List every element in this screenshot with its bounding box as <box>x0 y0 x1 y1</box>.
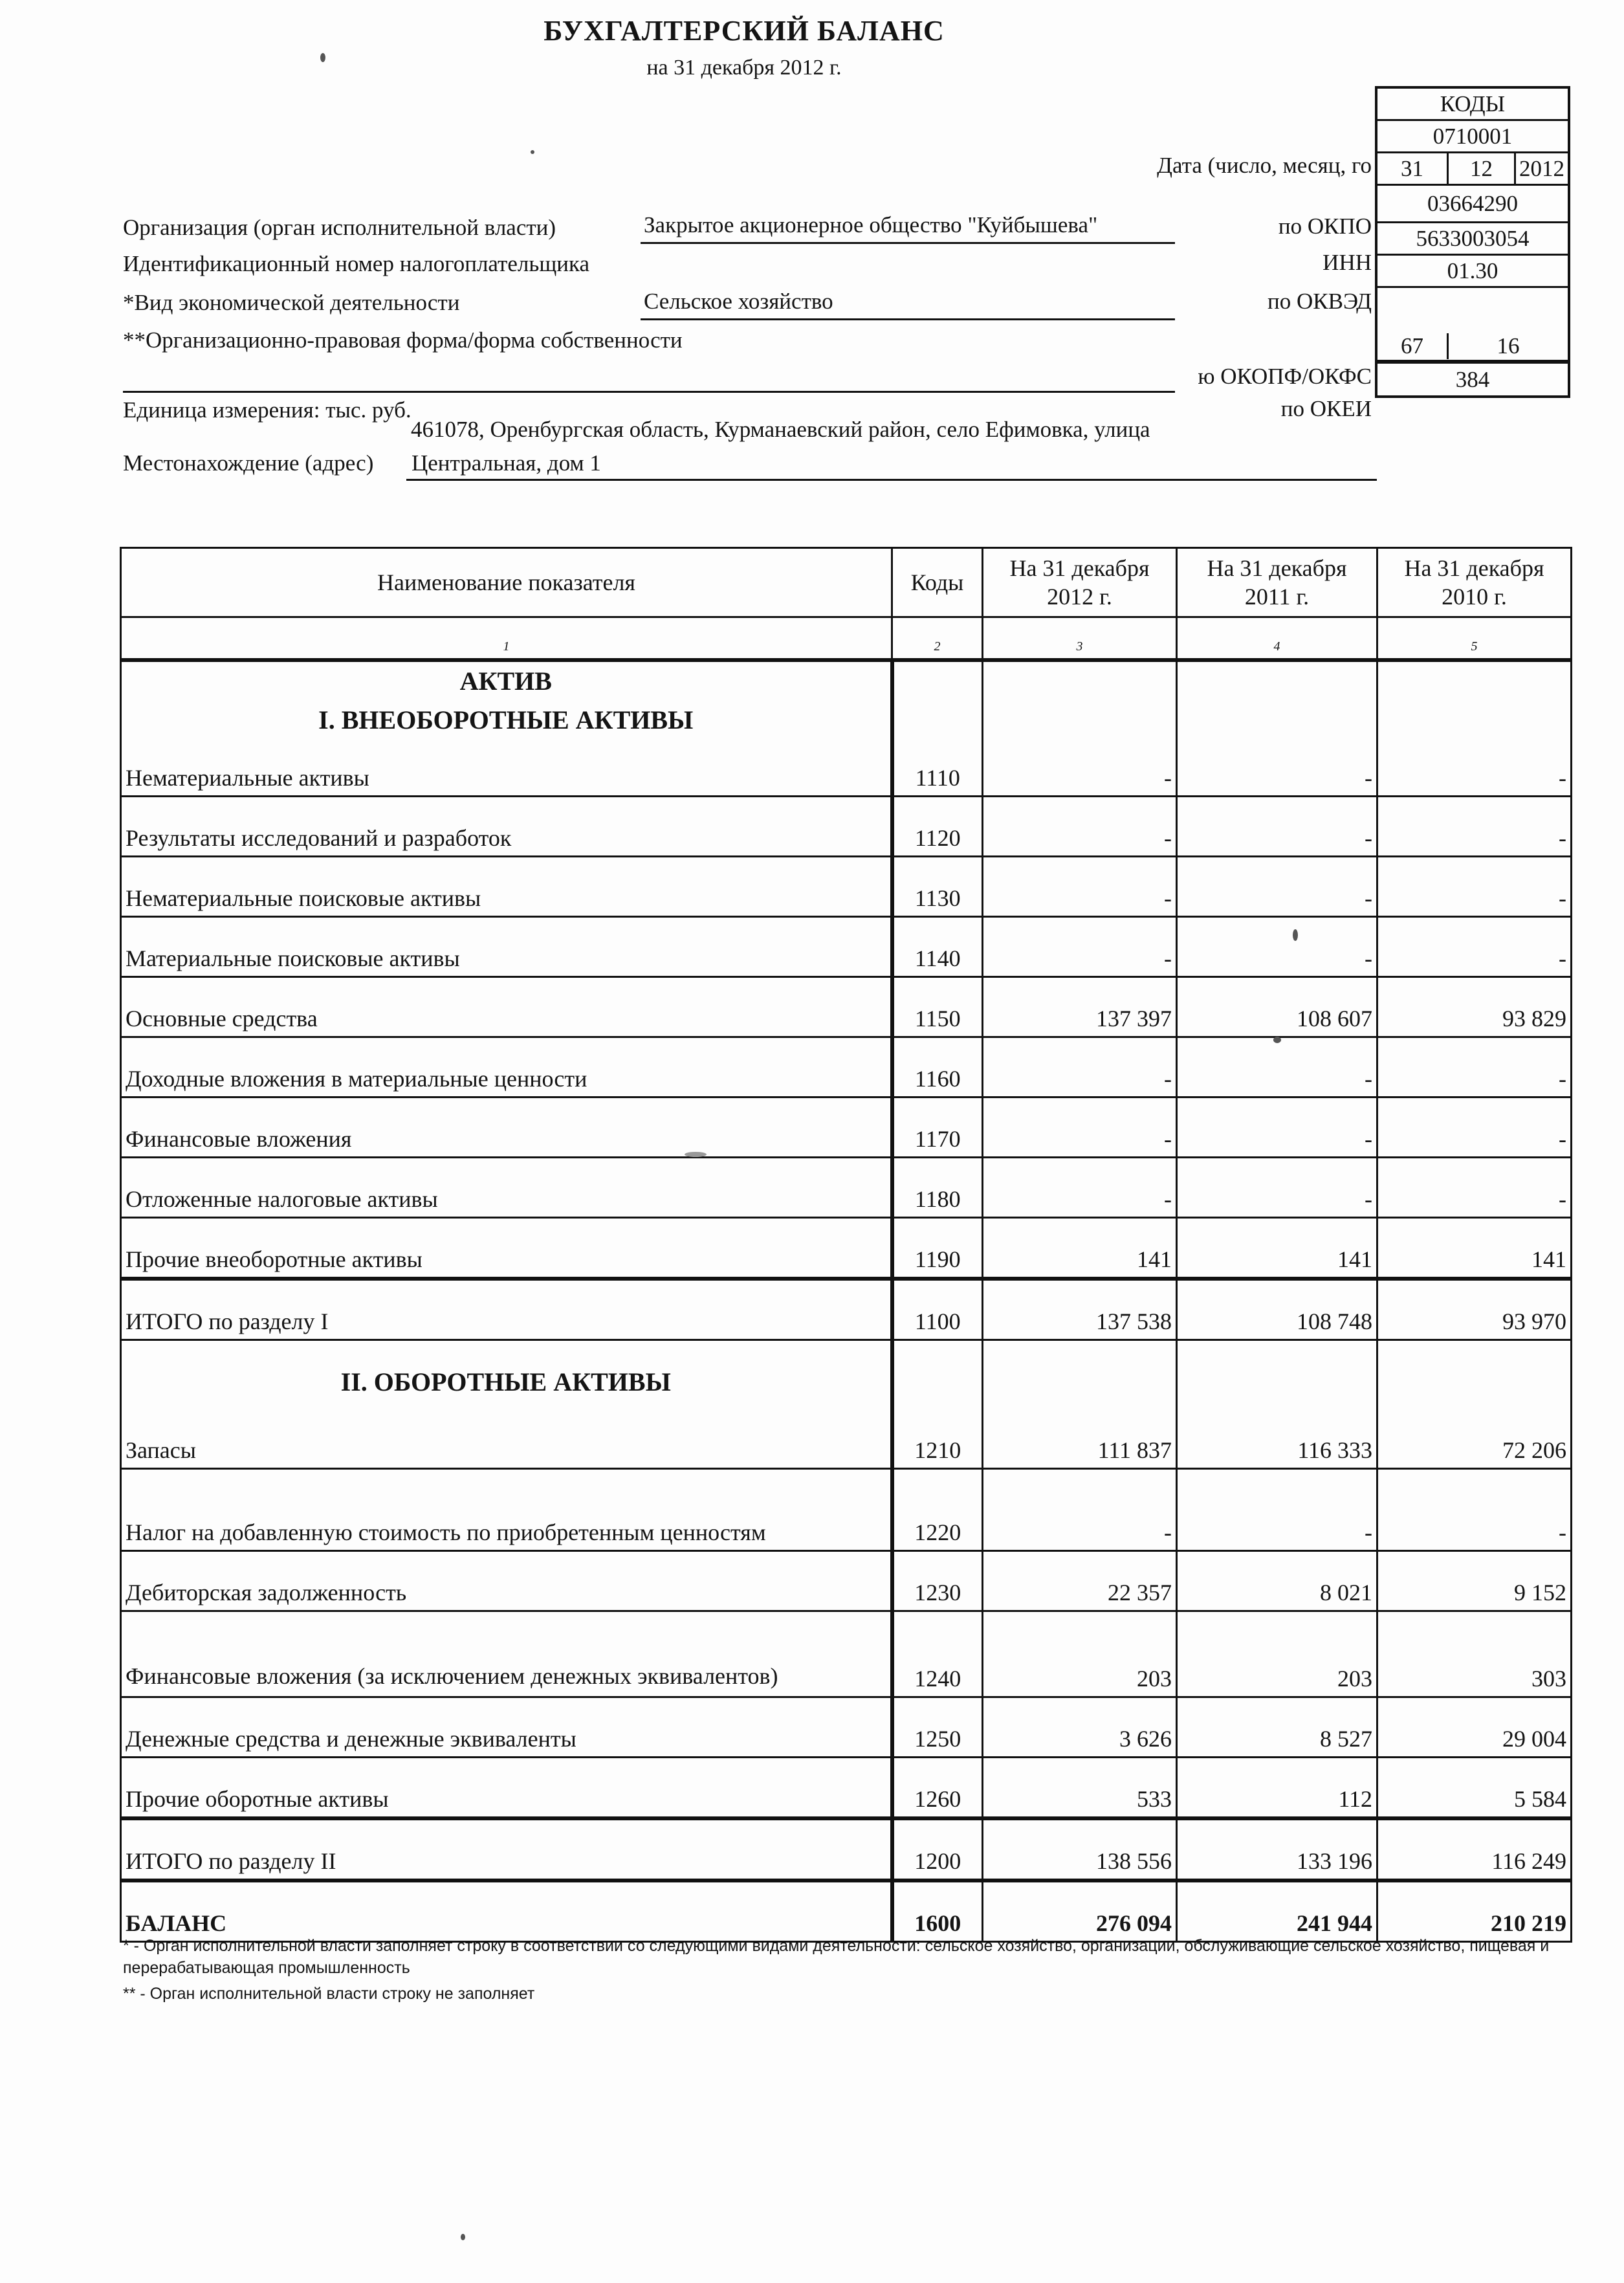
row-name: ИТОГО по разделу I <box>121 1279 892 1340</box>
row-value-2011: - <box>1177 1158 1377 1218</box>
row-value-2010: 93 970 <box>1377 1279 1572 1340</box>
table-body <box>121 660 1572 1942</box>
row-value-2012: - <box>983 660 1177 797</box>
scan-speck <box>1293 929 1298 941</box>
row-name: Дебиторская задолженность <box>121 1551 892 1611</box>
row-code: 1140 <box>892 917 983 977</box>
header-2011: На 31 декабря 2011 г. <box>1177 548 1377 617</box>
row-value-2011: 116 333 <box>1177 1340 1377 1469</box>
row-value-2010: - <box>1377 1097 1572 1158</box>
row-value-2011: 241 944 <box>1177 1880 1377 1942</box>
row-code: 1190 <box>892 1218 983 1279</box>
row-value-2011: - <box>1177 857 1377 917</box>
row-value-2012: 3 626 <box>983 1697 1177 1758</box>
row-value-2011: - <box>1177 917 1377 977</box>
row-name: Налог на добавленную стоимость по приобретенным ценностям <box>121 1469 892 1551</box>
table-row <box>121 1611 1572 1697</box>
address-underline <box>406 479 1377 481</box>
row-value-2012: 203 <box>983 1611 1177 1697</box>
col-num-5: 5 <box>1377 617 1572 661</box>
okved-code: 01.30 <box>1377 256 1568 288</box>
row-value-2011: 108 748 <box>1177 1279 1377 1340</box>
row-name: Прочие внеоборотные активы <box>121 1218 892 1279</box>
unit-label: Единица измерения: тыс. руб. <box>123 397 411 423</box>
col-num-1: 1 <box>121 617 892 661</box>
row-code: 1230 <box>892 1551 983 1611</box>
legal-form-underline <box>123 391 1175 393</box>
row-value-2011: - <box>1177 1037 1377 1097</box>
row-name: БАЛАНС <box>121 1880 892 1942</box>
inn-caption: Идентификационный номер налогоплательщика <box>123 251 590 276</box>
row-value-2010: - <box>1377 857 1572 917</box>
row-name-label: Нематериальные активы <box>126 765 369 791</box>
row-value-2010: - <box>1377 917 1572 977</box>
row-name: Материальные поисковые активы <box>121 917 892 977</box>
row-code: 1600 <box>892 1880 983 1942</box>
scan-speck <box>320 53 325 62</box>
row-value-2010: - <box>1377 1037 1572 1097</box>
balance-table <box>120 547 1572 1943</box>
section-2-heading: II. ОБОРОТНЫЕ АКТИВЫ <box>340 1367 671 1396</box>
table-row <box>121 1037 1572 1097</box>
scan-speck <box>531 150 534 154</box>
header-2012: На 31 декабря 2012 г. <box>983 548 1177 617</box>
date-code-row <box>1377 153 1568 186</box>
row-name: Денежные средства и денежные эквиваленты <box>121 1697 892 1758</box>
okopf-code: 67 <box>1377 333 1449 359</box>
document-subtitle: на 31 декабря 2012 г. <box>646 56 842 80</box>
row-value-2010: 93 829 <box>1377 977 1572 1037</box>
activity-underline <box>641 318 1175 320</box>
row-value-2010: 9 152 <box>1377 1551 1572 1611</box>
table-row <box>121 1758 1572 1819</box>
row-code: 1240 <box>892 1611 983 1697</box>
row-name: Финансовые вложения (за исключением денежных эквивалентов) <box>121 1611 892 1697</box>
legal-form-label: **Организационно-правовая форма/форма собственности <box>123 327 683 353</box>
org-underline <box>641 242 1175 244</box>
table-row <box>121 1158 1572 1218</box>
col-num-4: 4 <box>1177 617 1377 661</box>
date-year: 2012 <box>1519 155 1564 181</box>
row-value-2010: - <box>1377 1469 1572 1551</box>
row-value-2012: 533 <box>983 1758 1177 1819</box>
row-code: 1120 <box>892 797 983 857</box>
footnote-1: * - Орган исполнительной власти заполняет строку в соответствии со следующими видами деятельности: сельское хозяйство, организации, обслуживающие сельское хозяйство, пищевая и перерабатывающая промышленность <box>123 1937 1550 1977</box>
okei-label: по ОКЕИ <box>1280 396 1372 421</box>
row-value-2010: 72 206 <box>1377 1340 1572 1469</box>
row-value-2011: - <box>1177 1097 1377 1158</box>
inn-code: 5633003054 <box>1377 223 1568 256</box>
row-value-2011: 108 607 <box>1177 977 1377 1037</box>
okpo-code: 03664290 <box>1377 186 1568 223</box>
row-value-2010: 116 249 <box>1377 1818 1572 1880</box>
row-name: Финансовые вложения <box>121 1097 892 1158</box>
row-value-2011: - <box>1177 660 1377 797</box>
table-row <box>121 797 1572 857</box>
activity-label: *Вид экономической деятельности <box>123 290 460 315</box>
table-row <box>121 917 1572 977</box>
col-num-3: 3 <box>983 617 1177 661</box>
inn-label: ИНН <box>1322 250 1372 275</box>
row-value-2012: 137 538 <box>983 1279 1177 1340</box>
row-value-2010: - <box>1377 1158 1572 1218</box>
row-value-2010: 303 <box>1377 1611 1572 1697</box>
scan-speck <box>685 1152 707 1157</box>
row-value-2010: - <box>1377 660 1572 797</box>
row-value-2012: 276 094 <box>983 1880 1177 1942</box>
section-1-heading: I. ВНЕОБОРОТНЫЕ АКТИВЫ <box>318 705 694 734</box>
row-value-2010: 29 004 <box>1377 1697 1572 1758</box>
row-value-2010: 141 <box>1377 1218 1572 1279</box>
row-name: Прочие оборотные активы <box>121 1758 892 1819</box>
row-code: 1170 <box>892 1097 983 1158</box>
row-value-2012: - <box>983 857 1177 917</box>
row-name: Результаты исследований и разработок <box>121 797 892 857</box>
date-label: Дата (число, месяц, го <box>1157 153 1372 178</box>
table-row <box>121 1218 1572 1279</box>
row-value-2011: - <box>1177 1469 1377 1551</box>
okfs-code: 16 <box>1497 333 1520 358</box>
section-asset-heading: АКТИВ <box>459 667 552 696</box>
codes-box <box>1375 86 1570 398</box>
row-name-label: Запасы <box>126 1437 196 1463</box>
date-day: 31 <box>1377 153 1449 184</box>
okved-label: по ОКВЭД <box>1267 289 1372 314</box>
row-value-2011: 8 021 <box>1177 1551 1377 1611</box>
form-code: 0710001 <box>1377 121 1568 153</box>
okpo-label: по ОКПО <box>1278 214 1372 239</box>
row-value-2011: 112 <box>1177 1758 1377 1819</box>
row-name: Основные средства <box>121 977 892 1037</box>
row-name <box>121 660 892 797</box>
row-value-2010: 210 219 <box>1377 1880 1572 1942</box>
row-value-2012: 22 357 <box>983 1551 1177 1611</box>
table-row <box>121 1340 1572 1469</box>
address-line1: 461078, Оренбургская область, Курманаевский район, село Ефимовка, улица <box>411 417 1150 442</box>
row-code: 1160 <box>892 1037 983 1097</box>
header-2010: На 31 декабря 2010 г. <box>1377 548 1572 617</box>
okei-code: 384 <box>1377 362 1568 395</box>
row-code: 1260 <box>892 1758 983 1819</box>
org-value: Закрытое акционерное общество "Куйбышева" <box>644 212 1098 237</box>
row-name: Доходные вложения в материальные ценности <box>121 1037 892 1097</box>
header-code: Коды <box>892 548 983 617</box>
row-name: Нематериальные поисковые активы <box>121 857 892 917</box>
row-value-2012: - <box>983 917 1177 977</box>
document-title: БУХГАЛТЕРСКИЙ БАЛАНС <box>543 15 945 47</box>
activity-value: Сельское хозяйство <box>644 289 833 314</box>
row-value-2011: 8 527 <box>1177 1697 1377 1758</box>
okopf-okfs-row <box>1377 288 1568 362</box>
table-row <box>121 1469 1572 1551</box>
row-value-2012: 141 <box>983 1218 1177 1279</box>
row-code: 1100 <box>892 1279 983 1340</box>
address-line2: Центральная, дом 1 <box>411 450 601 476</box>
footnote-2: ** - Орган исполнительной власти строку не заполняет <box>123 1985 535 2003</box>
row-code: 1150 <box>892 977 983 1037</box>
date-month: 12 <box>1449 153 1516 184</box>
row-code: 1200 <box>892 1818 983 1880</box>
row-value-2012: 138 556 <box>983 1818 1177 1880</box>
header-name: Наименование показателя <box>121 548 892 617</box>
col-num-2: 2 <box>892 617 983 661</box>
row-code: 1220 <box>892 1469 983 1551</box>
row-value-2011: 203 <box>1177 1611 1377 1697</box>
row-value-2012: 137 397 <box>983 977 1177 1037</box>
table-row <box>121 1551 1572 1611</box>
scan-speck <box>461 2234 465 2240</box>
column-numbers-row <box>121 617 1572 661</box>
table-row <box>121 1697 1572 1758</box>
row-value-2011: 141 <box>1177 1218 1377 1279</box>
row-value-2012: - <box>983 1158 1177 1218</box>
row-value-2012: - <box>983 1097 1177 1158</box>
table-row <box>121 1818 1572 1880</box>
row-value-2010: 5 584 <box>1377 1758 1572 1819</box>
row-name: Отложенные налоговые активы <box>121 1158 892 1218</box>
org-label: Организация (орган исполнительной власти) <box>123 215 556 240</box>
okopf-label: ю ОКОПФ/ОКФС <box>1198 364 1372 389</box>
table-row <box>121 1880 1572 1942</box>
table-row <box>121 857 1572 917</box>
row-value-2011: - <box>1177 797 1377 857</box>
row-value-2012: 111 837 <box>983 1340 1177 1469</box>
row-code: 1130 <box>892 857 983 917</box>
row-name: ИТОГО по разделу II <box>121 1818 892 1880</box>
row-value-2012: - <box>983 1469 1177 1551</box>
row-code: 1110 <box>892 660 983 797</box>
row-value-2011: 133 196 <box>1177 1818 1377 1880</box>
table-row <box>121 660 1572 797</box>
row-name <box>121 1340 892 1469</box>
scan-speck <box>1273 1037 1281 1043</box>
table-row <box>121 1279 1572 1340</box>
table-row <box>121 977 1572 1037</box>
codes-caption: КОДЫ <box>1377 89 1568 121</box>
row-value-2012: - <box>983 797 1177 857</box>
row-code: 1210 <box>892 1340 983 1469</box>
address-label: Местонахождение (адрес) <box>123 450 374 476</box>
row-value-2010: - <box>1377 797 1572 857</box>
table-header-row <box>121 548 1572 617</box>
row-code: 1250 <box>892 1697 983 1758</box>
row-code: 1180 <box>892 1158 983 1218</box>
table-row <box>121 1097 1572 1158</box>
row-value-2012: - <box>983 1037 1177 1097</box>
